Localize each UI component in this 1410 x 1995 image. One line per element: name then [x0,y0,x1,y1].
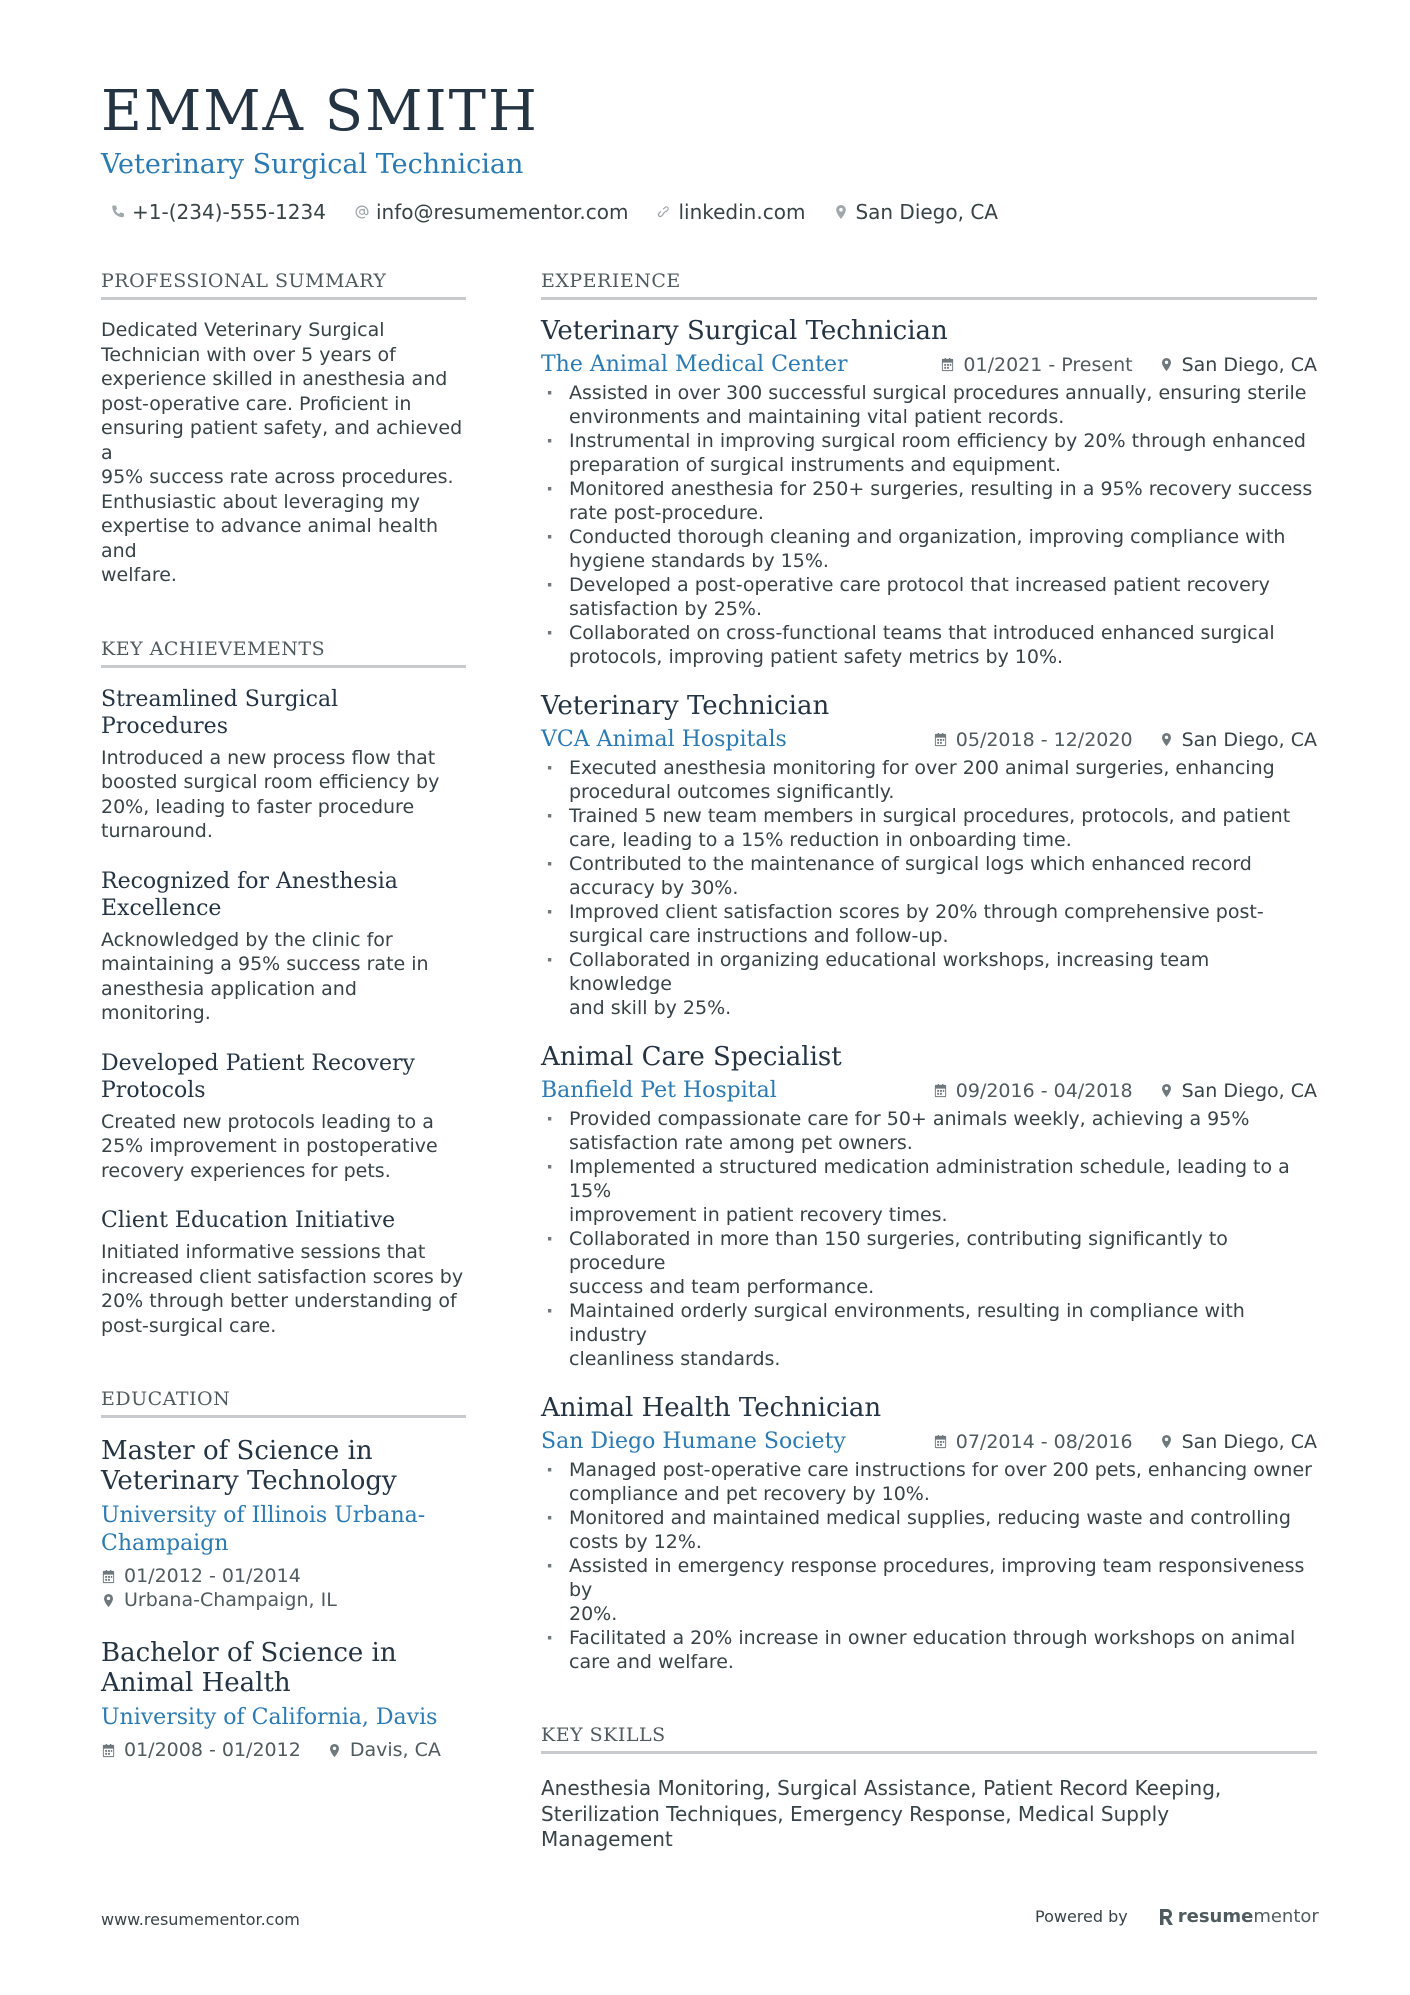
job-bullets [541,381,1317,669]
brand-logo[interactable]: resume mentor [1158,1906,1319,1927]
job-item [541,1393,1317,1674]
bullet-item: · Monitored anesthesia for 250+ surgeries, resulting in a 95% recovery success rate post-procedure. [541,477,1317,525]
link-icon [656,204,672,220]
experience-heading: EXPERIENCE [541,270,1317,300]
education-dates-location: 01/2008 - 01/2012 Davis, CA [101,1738,466,1762]
job-item [541,691,1317,1020]
job-company: San Diego Humane Society [541,1429,846,1454]
calendar-icon [101,1743,116,1758]
bullet-item: · Assisted in over 300 successful surgical procedures annually, ensuring sterile environments and maintaining vital patient records. [541,381,1317,429]
achievement-title: Developed Patient Recovery Protocols [101,1050,415,1103]
bullet-item: · Facilitated a 20% increase in owner education through workshops on animal care and welfare. [541,1626,1317,1674]
skills-text: Anesthesia Monitoring, Surgical Assistance, Patient Record Keeping, Sterilization Techniques, Emergency Response, Medical Supply Management [541,1776,1222,1851]
job-dates: 01/2021 - Present [940,354,1132,376]
location-pin-icon [1159,1083,1174,1098]
calendar-icon [940,357,955,372]
email-text: info@resumementor.com [375,200,629,224]
school-name: University of California, Davis [101,1705,438,1730]
job-location: San Diego, CA [1159,1080,1317,1102]
job-row [541,1429,1317,1454]
calendar-icon [933,1083,948,1098]
left-column [101,270,466,1762]
bullet-item: · Executed anesthesia monitoring for over 200 animal surgeries, enhancing procedural outcomes significantly. [541,756,1317,804]
achievement-item [101,686,466,844]
job-meta [933,729,1317,751]
footer-website[interactable]: www.resumementor.com [101,1910,300,1929]
bullet-item: · Provided compassionate care for 50+ animals weekly, achieving a 95% satisfaction rate among pet owners. [541,1107,1317,1155]
job-bullets [541,1107,1317,1371]
candidate-title: Veterinary Surgical Technician [101,149,524,180]
achievement-title: Recognized for Anesthesia Excellence [101,868,398,921]
job-row [541,727,1317,752]
footer-branding [1035,1906,1319,1927]
job-company: Banfield Pet Hospital [541,1078,777,1103]
achievements-section [101,638,466,1339]
achievement-title: Streamlined Surgical Procedures [101,686,339,739]
bullet-item: · Implemented a structured medication administration schedule, leading to a 15% improvement in patient recovery times. [541,1155,1317,1227]
achievement-desc: Introduced a new process flow that boosted surgical room efficiency by 20%, leading to faster procedure turnaround. [101,746,440,842]
job-row [541,1078,1317,1103]
job-dates: 07/2014 - 08/2016 [933,1431,1133,1453]
bullet-item: · Improved client satisfaction scores by 20% through comprehensive post- surgical care instructions and follow-up. [541,900,1317,948]
bullet-item: · Conducted thorough cleaning and organization, improving compliance with hygiene standards by 15%. [541,525,1317,573]
calendar-icon [101,1569,116,1584]
resumementor-logo-icon [1158,1907,1174,1927]
bullet-item: · Managed post-operative care instructions for over 200 pets, enhancing owner compliance and pet recovery by 10%. [541,1458,1317,1506]
bullet-item: · Maintained orderly surgical environments, resulting in compliance with industry cleanliness standards. [541,1299,1317,1371]
education-item [101,1436,466,1612]
school-name: University of Illinois Urbana- Champaign [101,1503,426,1556]
achievement-item [101,1207,466,1338]
job-title: Veterinary Technician [541,691,830,721]
phone-text: +1-(234)-555-1234 [132,200,326,224]
job-row [541,352,1317,377]
skills-heading: KEY SKILLS [541,1724,1317,1754]
job-meta [933,1431,1317,1453]
job-location: San Diego, CA [1159,1431,1317,1453]
education-item [101,1638,466,1762]
job-dates: 09/2016 - 04/2018 [933,1080,1133,1102]
degree-title: Bachelor of Science in Animal Health [101,1638,397,1698]
achievement-desc: Initiated informative sessions that increased client satisfaction scores by 20% through better understanding of post-surgical care. [101,1241,464,1337]
job-company: The Animal Medical Center [541,352,848,377]
powered-by-text: Powered by [1035,1907,1128,1926]
bullet-item: · Monitored and maintained medical supplies, reducing waste and controlling costs by 12%. [541,1506,1317,1554]
summary-section [101,270,466,588]
linkedin-text: linkedin.com [678,200,806,224]
achievement-desc: Created new protocols leading to a 25% improvement in postoperative recovery experiences for pets. [101,1110,438,1182]
contact-bar [110,200,1026,224]
bullet-item: · Assisted in emergency response procedures, improving team responsiveness by 20%. [541,1554,1317,1626]
job-bullets [541,756,1317,1020]
skills-section [541,1724,1317,1853]
right-column [541,270,1317,1853]
contact-phone [110,200,326,224]
job-title: Animal Health Technician [541,1393,882,1423]
location-pin-icon [833,204,849,220]
bullet-item: · Instrumental in improving surgical room efficiency by 20% through enhanced preparation of surgical instruments and equipment. [541,429,1317,477]
education-heading: EDUCATION [101,1388,466,1418]
phone-icon [110,204,126,220]
candidate-name: EMMA SMITH [101,79,539,144]
bullet-item: · Trained 5 new team members in surgical procedures, protocols, and patient care, leading to a 15% reduction in onboarding time. [541,804,1317,852]
job-item [541,316,1317,669]
education-dates: 01/2012 - 01/2014 [101,1564,466,1588]
bullet-item: · Developed a post-operative care protocol that increased patient recovery satisfaction by 25%. [541,573,1317,621]
bullet-item: · Collaborated in more than 150 surgeries, contributing significantly to procedure success and team performance. [541,1227,1317,1299]
job-title: Veterinary Surgical Technician [541,316,948,346]
degree-title: Master of Science in Veterinary Technology [101,1436,397,1496]
job-company: VCA Animal Hospitals [541,727,787,752]
job-dates: 05/2018 - 12/2020 [933,729,1133,751]
at-icon [354,204,370,220]
education-location: Urbana-Champaign, IL [101,1588,466,1612]
job-item [541,1042,1317,1371]
location-pin-icon [101,1593,116,1608]
calendar-icon [933,1434,948,1449]
location-pin-icon [327,1743,342,1758]
summary-text: Dedicated Veterinary Surgical Technician with over 5 years of experience skilled in anesthesia and post-operative care. Proficient in ensuring patient safety, and achieved a 95% success rate across procedures. Enthusiastic about leveraging my expertise to advance animal health and welfare. [101,319,463,586]
job-location: San Diego, CA [1159,354,1317,376]
location-text: San Diego, CA [855,200,998,224]
bullet-item: · Collaborated in organizing educational workshops, increasing team knowledge and skill by 25%. [541,948,1317,1020]
job-location: San Diego, CA [1159,729,1317,751]
achievement-title: Client Education Initiative [101,1208,396,1233]
education-section [101,1388,466,1762]
contact-location [833,200,998,224]
job-title: Animal Care Specialist [541,1042,842,1072]
achievements-heading: KEY ACHIEVEMENTS [101,638,466,668]
job-meta [933,1080,1317,1102]
achievement-item [101,868,466,1026]
calendar-icon [933,732,948,747]
contact-email[interactable] [354,200,628,224]
achievement-item [101,1050,466,1184]
summary-heading: PROFESSIONAL SUMMARY [101,270,466,300]
location-pin-icon [1159,357,1174,372]
achievement-desc: Acknowledged by the clinic for maintaining a 95% success rate in anesthesia application and monitoring. [101,928,429,1024]
job-meta [940,354,1317,376]
location-pin-icon [1159,732,1174,747]
job-bullets [541,1458,1317,1674]
location-pin-icon [1159,1434,1174,1449]
bullet-item: · Collaborated on cross-functional teams that introduced enhanced surgical protocols, improving patient safety metrics by 10%. [541,621,1317,669]
contact-linkedin[interactable] [656,200,805,224]
bullet-item: · Contributed to the maintenance of surgical logs which enhanced record accuracy by 30%. [541,852,1317,900]
